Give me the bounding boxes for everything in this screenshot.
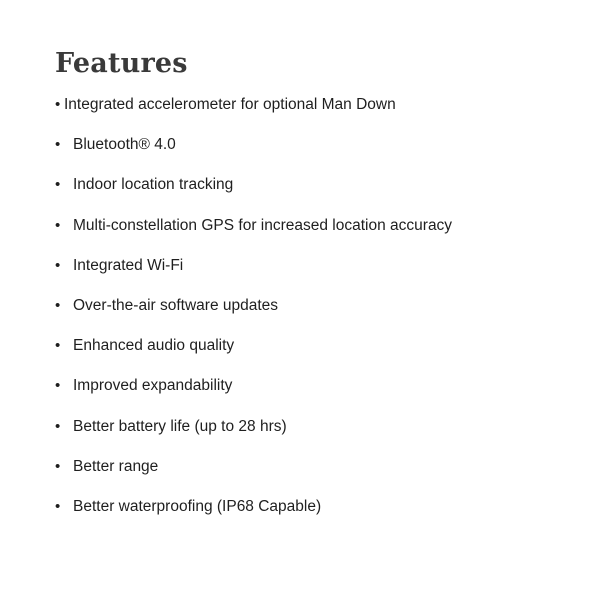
feature-text: Over-the-air software updates [73, 296, 279, 314]
feature-item-battery [55, 415, 452, 455]
feature-item-ota-updates [55, 294, 452, 334]
feature-text: Bluetooth® 4.0 [73, 136, 176, 154]
feature-item-audio [55, 334, 452, 374]
feature-text: Improved expandability [73, 377, 233, 395]
feature-text: Enhanced audio quality [73, 337, 235, 355]
feature-text: Better range [73, 457, 159, 475]
features-heading: Features [55, 48, 188, 79]
feature-text: Better waterproofing (IP68 Capable) [73, 497, 322, 515]
bullet-icon: • [55, 337, 61, 355]
feature-text: Integrated Wi-Fi [73, 256, 184, 274]
feature-item-accelerometer [55, 93, 452, 133]
feature-text: Better battery life (up to 28 hrs) [73, 417, 287, 435]
bullet-icon: • [55, 176, 61, 194]
bullet-icon: • [55, 377, 61, 395]
bullet-icon: • [55, 136, 61, 154]
feature-item-bluetooth [55, 133, 452, 173]
feature-item-wifi [55, 254, 452, 294]
feature-item-gps [55, 214, 452, 254]
bullet-icon: • [55, 296, 61, 314]
feature-text: Integrated accelerometer for optional Man Down [64, 96, 396, 113]
feature-item-range [55, 455, 452, 495]
feature-text: Indoor location tracking [73, 176, 234, 194]
bullet-icon: • [55, 457, 61, 475]
feature-item-indoor-tracking [55, 173, 452, 213]
bullet-icon: • [55, 417, 61, 435]
bullet-icon: • [55, 256, 61, 274]
feature-item-waterproofing [55, 495, 452, 535]
feature-list [55, 93, 452, 535]
bullet-icon: • [55, 497, 61, 515]
bullet-icon: • [55, 96, 61, 113]
feature-item-expandability [55, 374, 452, 414]
feature-text: Multi-constellation GPS for increased location accuracy [73, 216, 453, 234]
bullet-icon: • [55, 216, 61, 234]
